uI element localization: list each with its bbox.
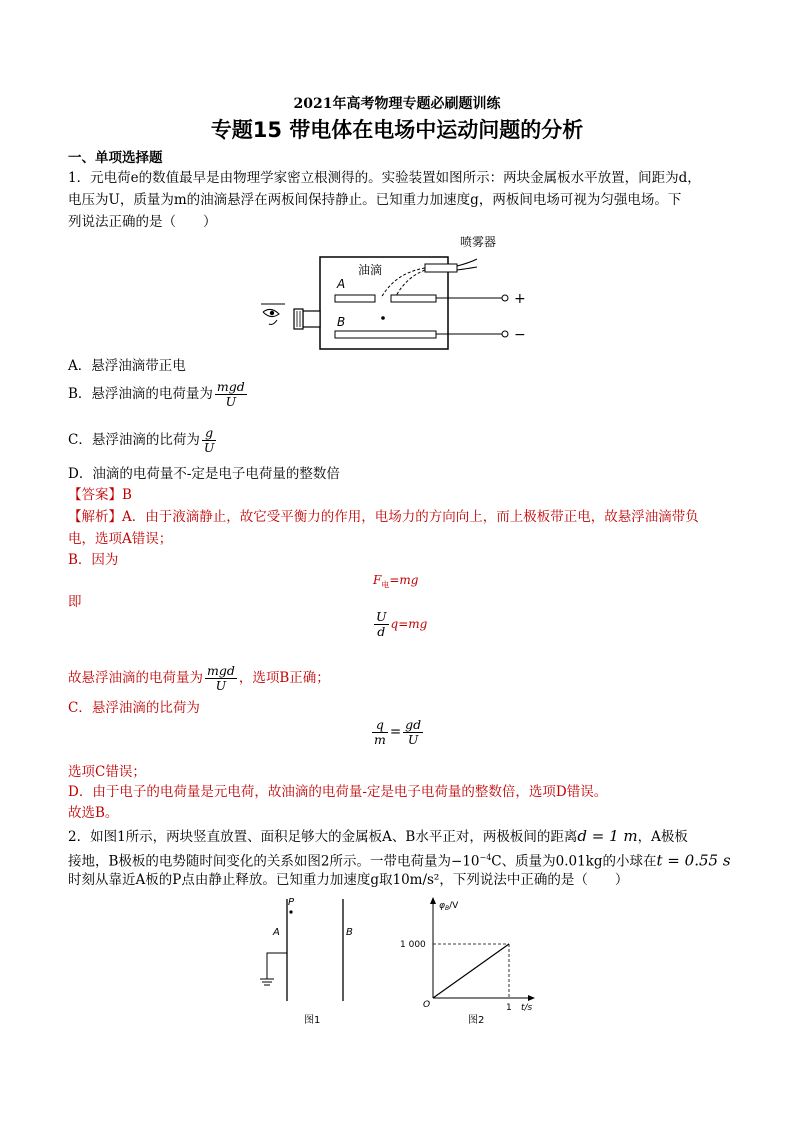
q1-equation-2: $\frac{U}{d}$ q=mg	[376, 609, 428, 639]
fig2-x-tick: 1	[506, 1003, 512, 1013]
q1-choose: 故选B。	[68, 805, 119, 821]
fig1-a-label: A	[273, 927, 280, 938]
q2-stem-line1: 2．如图1所示，两块竖直放置、面积足够大的金属板A、B水平正对，两极板间的距离d = 1 m，A极板	[68, 827, 688, 845]
fig1-p-point	[289, 910, 292, 913]
sprayer-label: 喷雾器	[460, 235, 497, 249]
microscope-eyepiece	[303, 311, 320, 327]
q1-stem-line2: 电压为U，质量为m的油滴悬浮在两板间保持静止。已知重力加速度g，两板间电场可视为匀强电场。下	[68, 192, 682, 208]
q1-c-wrong: 选项C错误；	[68, 764, 146, 780]
plate-b	[335, 331, 436, 338]
negative-terminal	[502, 331, 508, 337]
sprayer-nozzle	[425, 264, 457, 272]
q1-stem-line3: 列说法正确的是（ ）	[68, 214, 217, 230]
millikan-apparatus-figure	[255, 228, 540, 353]
q1-analysis-a-line1: 【解析】A．由于液滴静止，故它受平衡力的作用，电场力的方向向上，而上极板带正电，故悬浮油滴带负	[68, 509, 699, 525]
document-subtitle: 2021年高考物理专题必刷题训练	[293, 96, 501, 112]
q1-equation-1: $F_电=mg$	[373, 573, 419, 590]
q2-figure-1	[255, 895, 365, 1030]
fig1-b-label: B	[346, 927, 353, 938]
plate-b-label: B	[337, 315, 346, 329]
fig2-caption: 图2	[468, 1015, 485, 1026]
fig2-y-tick: 1 000	[400, 940, 426, 950]
plate-a-label: A	[337, 277, 346, 291]
minus-sign: −	[514, 327, 526, 343]
q1-option-a: A．悬浮油滴带正电	[68, 358, 186, 374]
q1-analysis-c: C．悬浮油滴的比荷为	[68, 700, 200, 716]
q1-analysis-b-because: B．因为	[68, 552, 119, 568]
plate-a-left	[335, 295, 375, 302]
plate-a-right	[391, 295, 436, 302]
fig1-caption: 图1	[304, 1015, 321, 1026]
fig2-x-label: t/s	[521, 1003, 533, 1013]
q1-option-b: B．悬浮油滴的电荷量为 $\frac{\text{mgd}}{U}$	[68, 379, 245, 409]
plus-sign: +	[514, 291, 526, 307]
ground-wire	[267, 953, 287, 979]
q1-stem-line1: 1．元电荷e的数值最早是由物理学家密立根测得的。实验装置如图所示：两块金属板水平放置，间距为d，	[68, 170, 701, 186]
section-heading: 一、单项选择题	[68, 150, 163, 166]
fig1-p-label: P	[288, 897, 295, 908]
q1-ji: 即	[68, 594, 82, 610]
q1-answer: 【答案】B	[68, 487, 132, 503]
q2-stem-line3: 时刻从靠近A板的P点由静止释放。已知重力加速度g取10m/s²，下列说法中正确的是（ ）	[68, 872, 629, 888]
fig2-origin: O	[423, 1000, 431, 1010]
q1-equation-3: $\frac{q}{m}$ = $\frac{gd}{U}$	[374, 717, 422, 747]
q2-figure-2	[395, 895, 540, 1030]
oil-drop-dot	[381, 316, 385, 320]
q1-b-conclusion: 故悬浮油滴的电荷量为 $\frac{\text{mgd}}{U}$ ，选项B正确；	[68, 663, 330, 693]
oil-drop-label: 油滴	[358, 263, 383, 277]
document-title: 专题15 带电体在电场中运动问题的分析	[210, 118, 584, 142]
fig2-y-label: $\varphi_B/V$	[439, 901, 459, 912]
q1-option-d: D．油滴的电荷量不-定是电子电荷量的整数倍	[68, 466, 340, 482]
positive-terminal	[502, 295, 508, 301]
q1-option-c: C．悬浮油滴的比荷为 $\frac{g}{U}$	[68, 425, 215, 455]
q1-analysis-d: D．由于电子的电荷量是元电荷，故油滴的电荷量-定是电子电荷量的整数倍，选项D错误。	[68, 784, 608, 800]
q2-stem-line2: 接地，B极板的电势随时间变化的关系如图2所示。一带电荷量为$-10^{-4}C$、质量为0.01kg的小球在t = 0.55 s	[68, 851, 731, 870]
fig2-potential-line	[433, 944, 509, 998]
q1-analysis-a-line2: 电，选项A错误；	[68, 531, 173, 547]
